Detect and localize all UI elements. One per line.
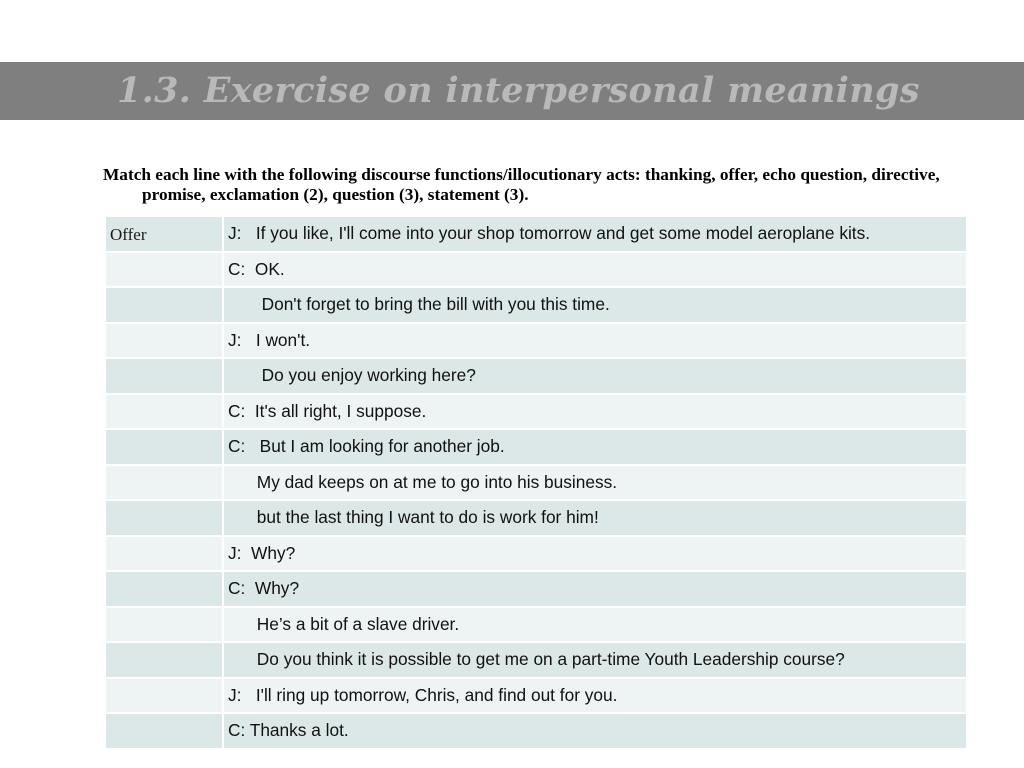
- answer-cell[interactable]: [105, 429, 223, 465]
- dialogue-line: C: It's all right, I suppose.: [223, 394, 967, 430]
- table-row: [105, 536, 967, 572]
- dialogue-line: C: But I am looking for another job.: [223, 429, 967, 465]
- dialogue-line: J: Why?: [223, 536, 967, 572]
- dialogue-line: Don't forget to bring the bill with you this time.: [223, 287, 967, 323]
- dialogue-line: C: OK.: [223, 252, 967, 288]
- instructions-text: Match each line with the following discourse functions/illocutionary acts: thanking, offer, echo question, directive, promise, exclamation (2), question (3), statement (3).: [103, 165, 940, 204]
- table-row: [105, 571, 967, 607]
- table-row: [105, 642, 967, 678]
- table-row: [105, 465, 967, 501]
- table-row: [105, 358, 967, 394]
- answer-cell[interactable]: [105, 465, 223, 501]
- exercise-table: [104, 215, 968, 750]
- table-row: [105, 678, 967, 714]
- answer-cell[interactable]: [105, 323, 223, 359]
- dialogue-line: J: I'll ring up tomorrow, Chris, and find out for you.: [223, 678, 967, 714]
- table-row: [105, 713, 967, 749]
- table-row: [105, 323, 967, 359]
- dialogue-line: J: I won't.: [223, 323, 967, 359]
- answer-cell[interactable]: [105, 607, 223, 643]
- table-row: [105, 500, 967, 536]
- answer-cell[interactable]: [105, 571, 223, 607]
- answer-cell[interactable]: [105, 287, 223, 323]
- dialogue-line: C: Thanks a lot.: [223, 713, 967, 749]
- answer-cell[interactable]: Offer: [105, 216, 223, 252]
- dialogue-line: Do you think it is possible to get me on a part-time Youth Leadership course?: [223, 642, 967, 678]
- answer-cell[interactable]: [105, 713, 223, 749]
- answer-cell[interactable]: [105, 678, 223, 714]
- table-row: [105, 394, 967, 430]
- dialogue-line: J: If you like, I'll come into your shop tomorrow and get some model aeroplane kits.: [223, 216, 967, 252]
- table-row: [105, 252, 967, 288]
- answer-cell[interactable]: [105, 642, 223, 678]
- answer-cell[interactable]: [105, 500, 223, 536]
- answer-cell[interactable]: [105, 536, 223, 572]
- dialogue-line: C: Why?: [223, 571, 967, 607]
- table-row: [105, 429, 967, 465]
- dialogue-line: Do you enjoy working here?: [223, 358, 967, 394]
- dialogue-line: He’s a bit of a slave driver.: [223, 607, 967, 643]
- dialogue-line: My dad keeps on at me to go into his business.: [223, 465, 967, 501]
- answer-cell[interactable]: [105, 394, 223, 430]
- answer-cell[interactable]: [105, 252, 223, 288]
- answer-cell[interactable]: [105, 358, 223, 394]
- slide-title: 1.3. Exercise on interpersonal meanings: [117, 70, 920, 111]
- table-row: [105, 287, 967, 323]
- table-row: [105, 607, 967, 643]
- dialogue-line: but the last thing I want to do is work for him!: [223, 500, 967, 536]
- table-row: [105, 216, 967, 252]
